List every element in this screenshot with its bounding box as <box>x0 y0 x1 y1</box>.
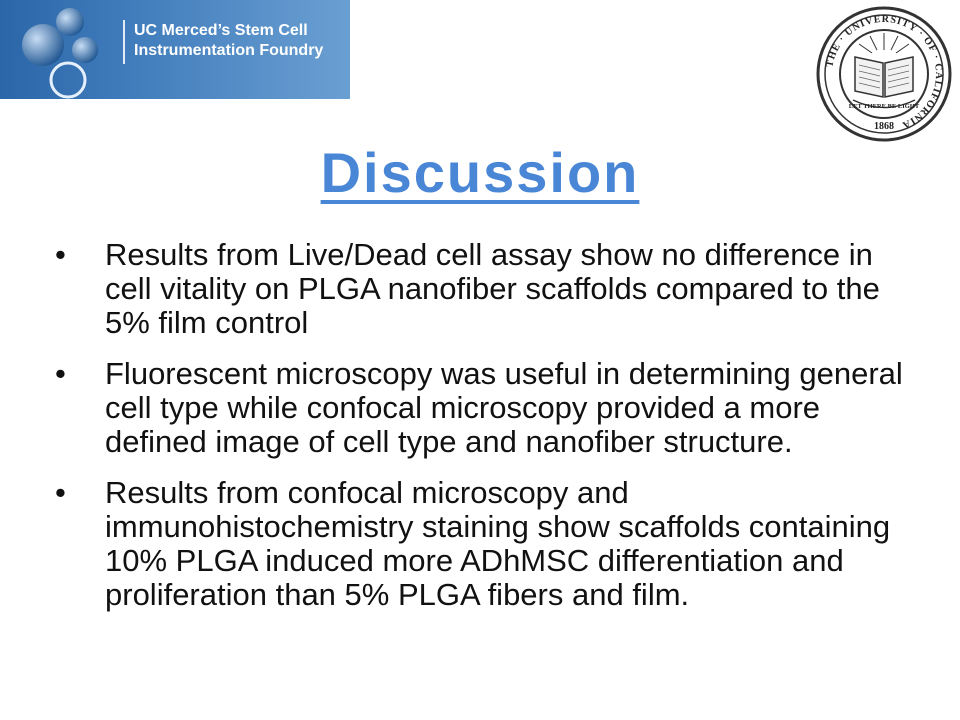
university-seal-icon <box>815 5 953 143</box>
org-name-line1: UC Merced’s Stem Cell <box>134 22 308 39</box>
bullet-item <box>55 357 915 459</box>
bullet-item <box>55 476 915 612</box>
bullet-text: Results from Live/Dead cell assay show no difference in cell vitality on PLGA nanofiber scaffolds compared to the 5% film control <box>105 237 880 340</box>
header-banner <box>0 0 350 99</box>
org-name-line2: Instrumentation Foundry <box>134 42 324 59</box>
bullet-dot-icon: • <box>55 356 66 391</box>
seal-year: 1868 <box>874 121 894 132</box>
slide-title-text: Discussion <box>320 141 640 204</box>
seal-motto: LET THERE BE LIGHT <box>848 103 920 110</box>
bullet-text: Results from confocal microscopy and immunohistochemistry staining show scaffolds containing 10% PLGA induced more ADhMSC differentiation and proliferation than 5% PLGA fibers and film. <box>105 475 891 612</box>
banner-divider <box>123 20 125 64</box>
logo-bubbles-icon <box>0 0 120 99</box>
slide-title <box>0 140 960 205</box>
bullet-text: Fluorescent microscopy was useful in determining general cell type while confocal microscopy provided a more defined image of cell type and nanofiber structure. <box>105 356 903 459</box>
org-name <box>134 21 344 61</box>
bullet-dot-icon: • <box>55 237 66 272</box>
bullet-list <box>55 238 915 629</box>
bullet-item <box>55 238 915 340</box>
seal-ring-text: THE · UNIVERSITY · OF · CALIFORNIA <box>824 13 945 131</box>
bullet-dot-icon: • <box>55 475 66 510</box>
